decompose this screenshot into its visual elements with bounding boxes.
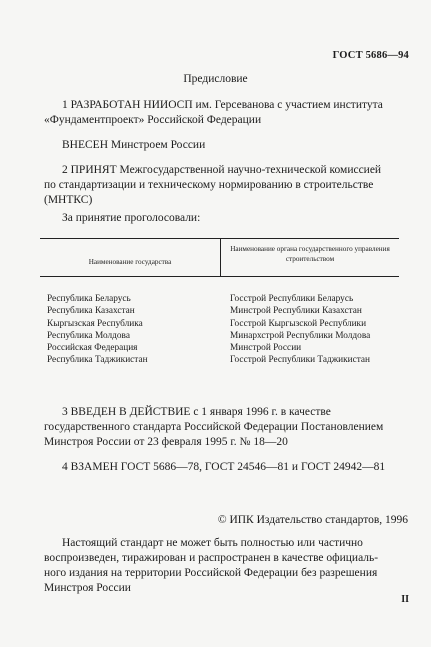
table-row-organ: Минстрой России (230, 343, 302, 354)
adopted-line3: (МНТКС) (44, 194, 93, 206)
table-row-state: Российская Федерация (47, 343, 138, 354)
voting-table (40, 238, 399, 389)
table-header-rule (40, 276, 399, 277)
notice-line2: воспроизведен, тиражирован и распространен в качестве официаль- (44, 552, 379, 564)
table-row-organ: Госстрой Кыргызской Республики (230, 318, 367, 329)
effective-line1: 3 ВВЕДЕН В ДЕЙСТВИЕ с 1 января 1996 г. в качестве (62, 406, 331, 418)
table-row-organ: Госстрой Республики Беларусь (230, 294, 354, 304)
organs-column (230, 293, 370, 367)
table-row-state: Республика Казахстан (47, 306, 135, 317)
notice-line4: Минстроя России (44, 582, 131, 594)
copyright-notice: © ИПК Издательство стандартов, 1996 (217, 514, 408, 526)
notice-line1: Настоящий стандарт не может быть полностью или частично (62, 537, 363, 549)
developed-by-line2: «Фундаментпроект» Российской Федерации (44, 114, 262, 126)
table-column-divider (220, 238, 221, 276)
table-row-organ: Минстрой Республики Казахстан (230, 306, 362, 317)
introduced-by: ВНЕСЕН Минстроем России (62, 139, 206, 151)
table-row-organ: Госстрой Республики Таджикистан (230, 355, 371, 366)
effective-line3: Минстроя России от 23 февраля 1995 г. № 18—20 (44, 436, 288, 448)
table-row-organ: Минархстрой Республики Молдова (230, 330, 371, 341)
page-title: Предисловие (183, 73, 248, 85)
table-header-state: Наименование государства (88, 258, 172, 266)
adopted-line1: 2 ПРИНЯТ Межгосударственной научно-технической комиссией (62, 164, 382, 176)
notice-line3: ного издания на территории Российской Федерации без разрешения (44, 567, 378, 579)
effective-line2: государственного стандарта Российской Федерации Постановлением (44, 421, 384, 433)
document-code: ГОСТ 5686—94 (332, 50, 409, 61)
states-column (47, 293, 148, 367)
table-row-state: Кыргызская Республика (47, 318, 143, 329)
table-row-state: Республика Беларусь (47, 294, 131, 304)
table-header-organ: Наименование органа государственного управления строительством (230, 245, 390, 263)
replaces-line: 4 ВЗАМЕН ГОСТ 5686—78, ГОСТ 24546—81 и ГОСТ 24942—81 (62, 461, 386, 473)
table-row-state: Республика Таджикистан (47, 355, 148, 366)
table-row-state: Республика Молдова (47, 330, 130, 341)
adopted-line2: по стандартизации и техническому нормированию в строительстве (44, 179, 374, 191)
voted-label: За принятие проголосовали: (62, 212, 201, 224)
page-number: II (401, 594, 409, 605)
developed-by-line1: 1 РАЗРАБОТАН НИИОСП им. Герсеванова с участием института (62, 99, 383, 111)
